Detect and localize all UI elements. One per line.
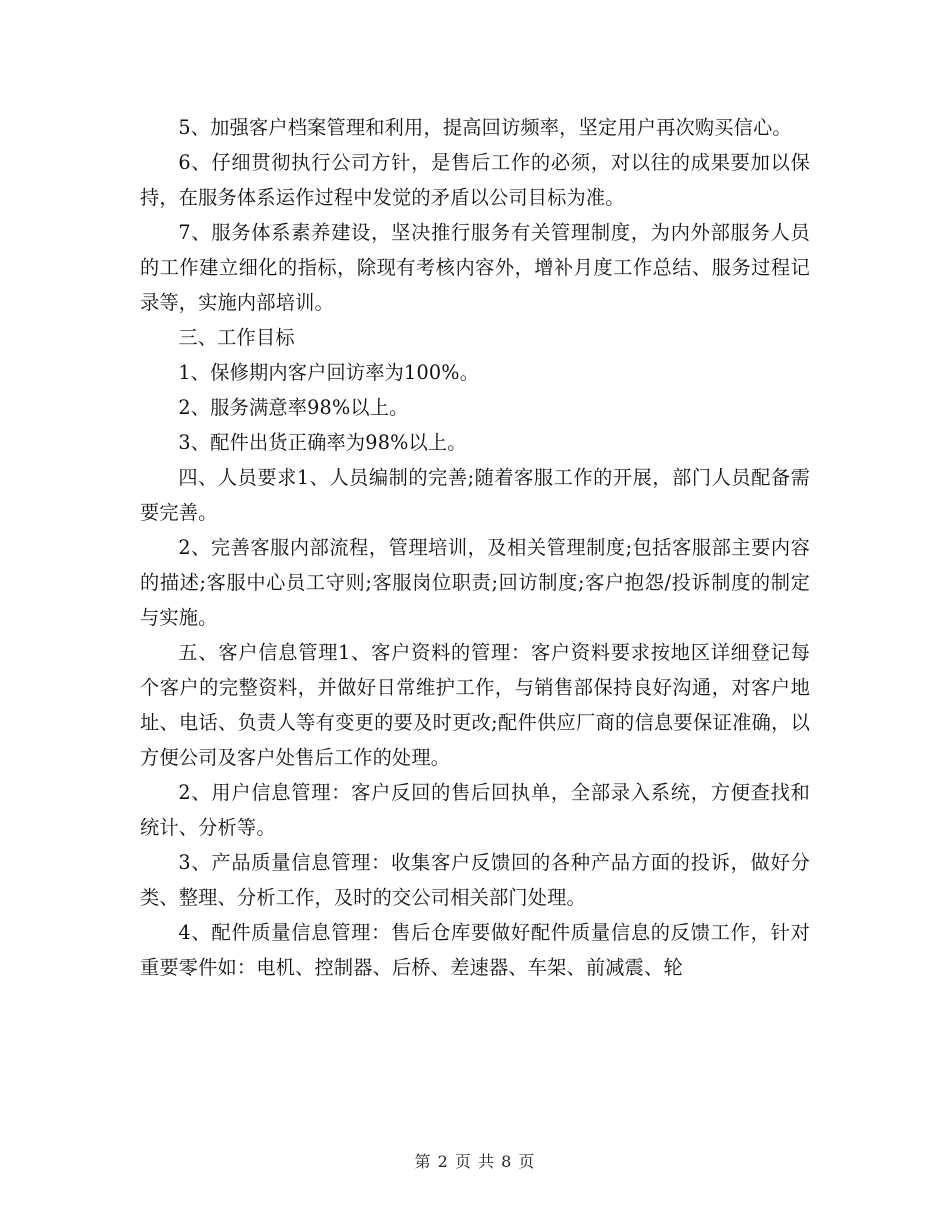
goal-item-2: 2、服务满意率98%以上。 bbox=[178, 396, 409, 419]
document-body bbox=[140, 110, 810, 985]
section-staff-requirements: 四、人员要求1、人员编制的完善;随着客服工作的开展，部门人员配备需要完善。 bbox=[140, 466, 810, 524]
section-customer-info-management: 五、客户信息管理1、客户资料的管理：客户资料要求按地区详细登记每个客户的完整资料，并做好日常维护工作，与销售部保持良好沟通，对客户地址、电话、负责人等有变更的要及时更改;配件供应厂商的信息要保证准确，以方便公司及客户处售后工作的处理。 bbox=[140, 641, 810, 769]
goal-item-1: 1、保修期内客户回访率为100%。 bbox=[178, 361, 480, 384]
paragraph-item-5: 5、加强客户档案管理和利用，提高回访频率，坚定用户再次购买信心。 bbox=[178, 116, 792, 139]
section-heading-work-goals: 三、工作目标 bbox=[178, 326, 295, 349]
paragraph-item-6: 6、仔细贯彻执行公司方针，是售后工作的必须，对以往的成果要加以保持，在服务体系运作过程中发觉的矛盾以公司目标为准。 bbox=[140, 151, 810, 209]
page-number-footer: 第 2 页 共 8 页 bbox=[414, 1152, 536, 1171]
info-management-item-2: 2、用户信息管理：客户反回的售后回执单，全部录入系统，方便查找和统计、分析等。 bbox=[140, 781, 810, 839]
info-management-item-4: 4、配件质量信息管理：售后仓库要做好配件质量信息的反馈工作，针对重要零件如：电机、控制器、后桥、差速器、车架、前减震、轮 bbox=[140, 921, 810, 979]
staff-requirement-item-2: 2、完善客服内部流程，管理培训，及相关管理制度;包括客服部主要内容的描述;客服中心员工守则;客服岗位职责;回访制度;客户抱怨/投诉制度的制定与实施。 bbox=[140, 536, 810, 629]
goal-item-3: 3、配件出货正确率为98%以上。 bbox=[178, 431, 467, 454]
info-management-item-3: 3、产品质量信息管理：收集客户反馈回的各种产品方面的投诉，做好分类、整理、分析工作，及时的交公司相关部门处理。 bbox=[140, 851, 810, 909]
paragraph-item-7: 7、服务体系素养建设，坚决推行服务有关管理制度，为内外部服务人员的工作建立细化的指标，除现有考核内容外，增补月度工作总结、服务过程记录等，实施内部培训。 bbox=[140, 221, 810, 314]
